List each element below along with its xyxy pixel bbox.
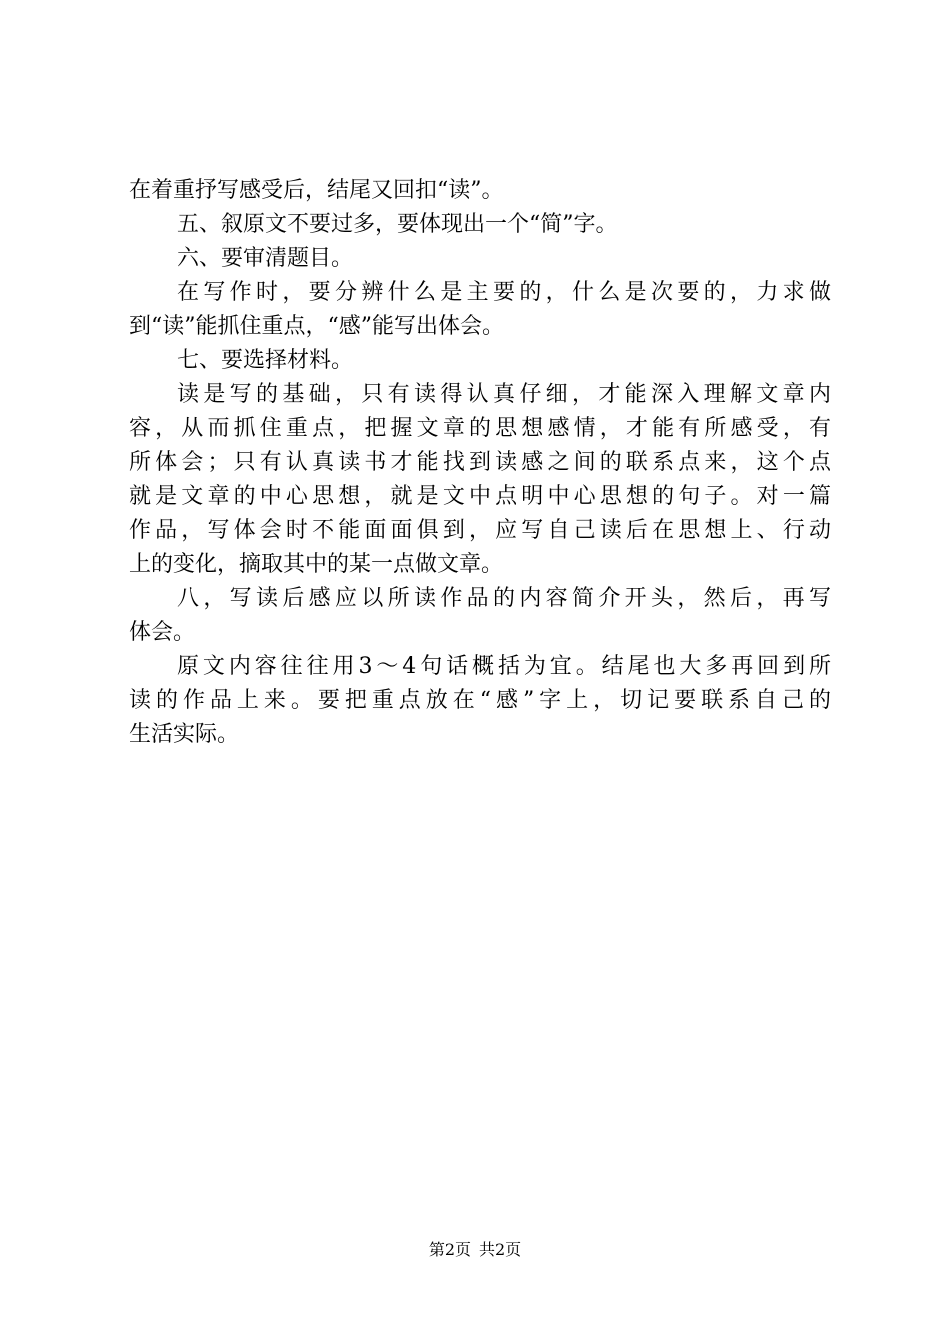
- page-number-total: 共2页: [479, 1240, 522, 1259]
- heading-point-seven: 七、要选择材料。: [177, 348, 354, 373]
- page-number-current: 第2页: [428, 1240, 471, 1259]
- paragraph-line: 读是写的基础，只有读得认真仔细，才能深入理解文章内: [177, 382, 831, 407]
- heading-point-six: 六、要审清题目。: [177, 246, 354, 271]
- paragraph-line: 生活实际。: [129, 722, 240, 747]
- paragraph-line: 到“读”能抓住重点，“感”能写出体会。: [129, 314, 504, 339]
- paragraph-line: 所体会；只有认真读书才能找到读感之间的联系点来，这个点: [129, 450, 831, 475]
- paragraph-line: 原文内容往往用3～4句话概括为宜。结尾也大多再回到所: [177, 654, 831, 679]
- heading-point-five: 五、叙原文不要过多，要体现出一个“简”字。: [177, 212, 618, 237]
- paragraph-line: 就是文章的中心思想，就是文中点明中心思想的句子。对一篇: [129, 484, 831, 509]
- heading-point-eight: 八，写读后感应以所读作品的内容简介开头，然后，再写: [177, 586, 831, 611]
- paragraph-line: 读的作品上来。要把重点放在“感”字上，切记要联系自己的: [129, 688, 831, 713]
- paragraph-line: 容，从而抓住重点，把握文章的思想感情，才能有所感受，有: [129, 416, 831, 441]
- document-body: [129, 174, 831, 752]
- paragraph-line: 体会。: [129, 620, 196, 645]
- paragraph-line: 作品，写体会时不能面面俱到，应写自己读后在思想上、行动: [129, 518, 831, 543]
- paragraph-line: 在写作时，要分辨什么是主要的，什么是次要的，力求做: [177, 280, 831, 305]
- page-footer: [0, 1240, 950, 1260]
- paragraph-line: 上的变化，摘取其中的某一点做文章。: [129, 552, 504, 577]
- paragraph-line: 在着重抒写感受后，结尾又回扣“读”。: [129, 178, 504, 203]
